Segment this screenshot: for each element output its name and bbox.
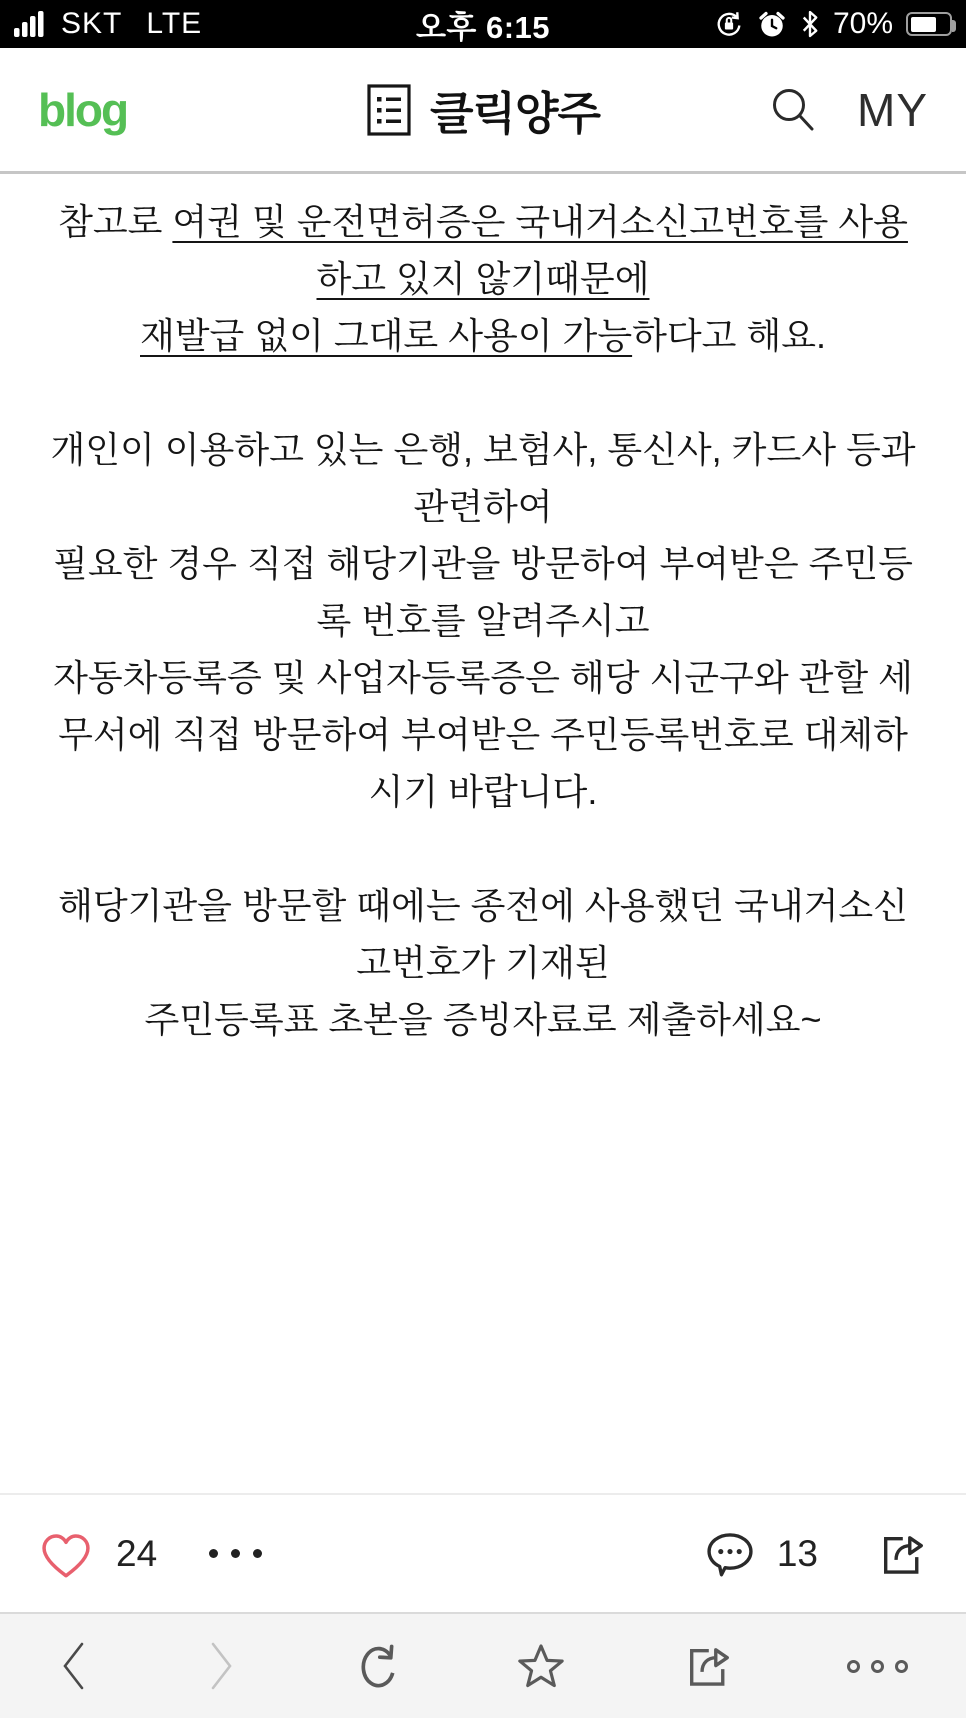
clock-text: 오후 6:15 bbox=[415, 9, 551, 45]
battery-percent-label: 70% bbox=[832, 7, 893, 40]
post-body bbox=[0, 177, 966, 1492]
more-icon[interactable] bbox=[845, 1652, 910, 1681]
comment-count: 13 bbox=[776, 1532, 818, 1574]
carrier-label: SKT bbox=[61, 7, 123, 40]
status-left-group bbox=[14, 7, 202, 41]
battery-icon bbox=[906, 12, 952, 36]
rotation-lock-icon bbox=[714, 9, 744, 39]
post-paragraph bbox=[48, 193, 918, 364]
my-button[interactable]: MY bbox=[857, 83, 928, 136]
status-bar bbox=[0, 0, 966, 48]
comment-bubble-icon[interactable] bbox=[703, 1528, 757, 1580]
forward-icon[interactable] bbox=[203, 1638, 239, 1694]
text: 하다고 해요. bbox=[632, 315, 826, 356]
share-icon[interactable] bbox=[874, 1527, 928, 1581]
status-right-group bbox=[714, 7, 952, 41]
refresh-icon[interactable] bbox=[351, 1638, 403, 1694]
heart-icon[interactable] bbox=[38, 1528, 94, 1580]
like-count: 24 bbox=[116, 1532, 158, 1574]
ellipsis-icon[interactable] bbox=[205, 1539, 266, 1568]
text: 자동차등록증 및 사업자등록증은 해당 시군구와 관할 세무서에 직접 방문하여 부여받은 주민등록번호로 대체하시기 바랍니다. bbox=[53, 657, 913, 812]
list-icon[interactable] bbox=[366, 82, 412, 138]
blog-logo[interactable]: blog bbox=[38, 83, 128, 136]
text: 주민등록표 초본을 증빙자료로 제출하세요~ bbox=[144, 999, 822, 1040]
text: 개인이 이용하고 있는 은행, 보험사, 통신사, 카드사 등과 관련하여 bbox=[50, 429, 916, 527]
post-paragraph bbox=[48, 421, 918, 820]
share-icon[interactable] bbox=[680, 1639, 734, 1693]
signal-bars-icon bbox=[14, 11, 45, 37]
app-header bbox=[0, 48, 966, 174]
text: 필요한 경우 직접 해당기관을 방문하여 부여받은 주민등록 번호를 알려주시고 bbox=[53, 543, 913, 641]
bluetooth-icon bbox=[800, 9, 820, 39]
like-group bbox=[38, 1528, 266, 1580]
page-title: 클릭양주 bbox=[430, 88, 600, 139]
text: 참고로 bbox=[58, 201, 173, 242]
bookmark-star-icon[interactable] bbox=[514, 1640, 568, 1692]
post-paragraph bbox=[48, 877, 918, 1048]
header-actions bbox=[767, 83, 928, 137]
alarm-icon bbox=[757, 9, 787, 39]
search-icon[interactable] bbox=[767, 84, 819, 136]
back-icon[interactable] bbox=[56, 1638, 92, 1694]
text: 해당기관을 방문할 때에는 종전에 사용했던 국내거소신고번호가 기재된 bbox=[58, 885, 908, 983]
comment-share-group bbox=[703, 1527, 928, 1581]
post-action-bar bbox=[0, 1493, 966, 1612]
network-label: LTE bbox=[146, 7, 203, 40]
underlined-text: 재발급 없이 그대로 사용이 가능 bbox=[140, 315, 633, 356]
underlined-text: 여권 및 운전면허증은 국내거소신고번호를 사용하고 있지 않기때문에 bbox=[172, 201, 908, 299]
browser-nav-bar bbox=[0, 1612, 966, 1718]
